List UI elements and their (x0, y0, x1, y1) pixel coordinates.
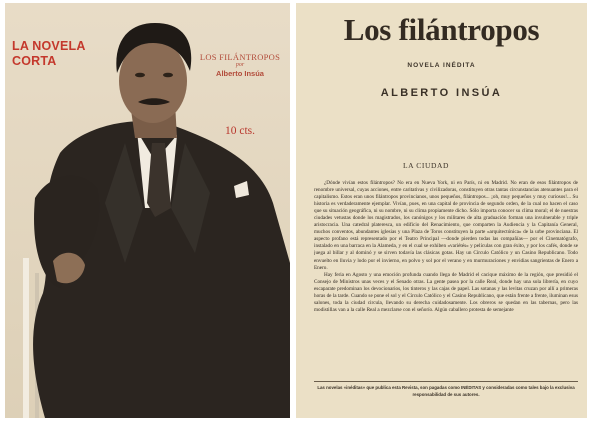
cover-by-label: por (235, 62, 245, 68)
footnote-text: Las novelas «inéditas» que publica esta Revista, son pagadas como INÉDITAS y consideradas como tales bajo la exclusiva responsabilidad de sus autores. (317, 385, 575, 397)
first-page (296, 3, 587, 418)
magazine-cover (5, 3, 290, 418)
body-paragraph: Hay feria en Agosto y una emoción profunda cuando llega de Madrid el cacique máximo de la región, que presidió el Consejo de Ministros unas veces y el Senado otras. La gente pasea por la calle Real, donde hay una sola librería, en cuyo escaparate predominan los devocionarios, los tinteros y las cajas de papel. Las sotanas y las levitas cruzan por allí a primeras horas de la tarde. Cuando se pone el sol y el Círculo Católico y el Casino Republicano, que están frente a frente, iluminan esus salones, toda la ciudad circula, llevando su derecha cuidadosamente. Los obreros se quedan en las tabernas, pero las modistillas van a la calle Real a mezclarse con el señorío. Algún caballero protesta de semejante (314, 271, 578, 313)
page-author: ALBERTO INSÚA (380, 87, 503, 99)
body-paragraph: ¿Dónde vivían estos filántropos? No era en Nueva York, ni en París, ni en Madrid. No eran de esos filántropos de renombre universal, cuyas acciones, entre caritativas y civilizadoras, constituyen otras tantas circunstancias atenuantes para el capitalismo. Estos eran unos filántropos provincianos, unos pequeños, filántropos... ¡oh, muy pequeños y muy curiosos!... Su historia es verdaderamente ejemplar. Vivían, pues, en una capital de provincia de segundo orden, de la cual no hacen el caso que su situación geográfica, ni su nombre, ni su clima propiamente dicho. Sólo importa conocer su clima moral; el de nuestras ciudades vetustas donde los magistrados, los canónigos y los militares de alta graduación forman una invulnerable y triple aristocracia. Una catedral plateresca, un edificio del Renacimiento, que comparten la Audiencia y la Capitanía General, muchos conventos, abundantes iglesias y una Plaza de Toros constituyen la parte «arquitectónica» de la urbe provinciana. El aspecto profano está representado por el Teatro Principal —donde pierden todas las compañías— por el Cinematógrafo, instalado en una barraca en la Alameda, y en el cual se exhiben «variétés» y películas con gran éxito, y por los cafés, donde se juega al billar y al dominó y se sirven todavía las clásicas gotas. Hay un Círculo Católico y un Casino Republicano. Todo envuelto en lluvia y lodo por el invierno, en polvo y sol por el verano y en murmuraciones y envidias sangrientas de Enero a Enero. (314, 180, 578, 271)
chapter-heading: LA CIUDAD (403, 161, 450, 170)
cover-price: 10 cts. (224, 125, 256, 137)
body-text (314, 180, 578, 375)
cover-author-name: Alberto Insúa (216, 69, 264, 78)
page-subtitle: NOVELA INÉDITA (407, 62, 476, 69)
page-title: Los filántropos (343, 12, 540, 47)
cover-novel-title: LOS FILÁNTROPOS (199, 52, 281, 62)
series-title: LA NOVELA CORTA (12, 39, 86, 68)
footnote-divider (314, 381, 578, 382)
